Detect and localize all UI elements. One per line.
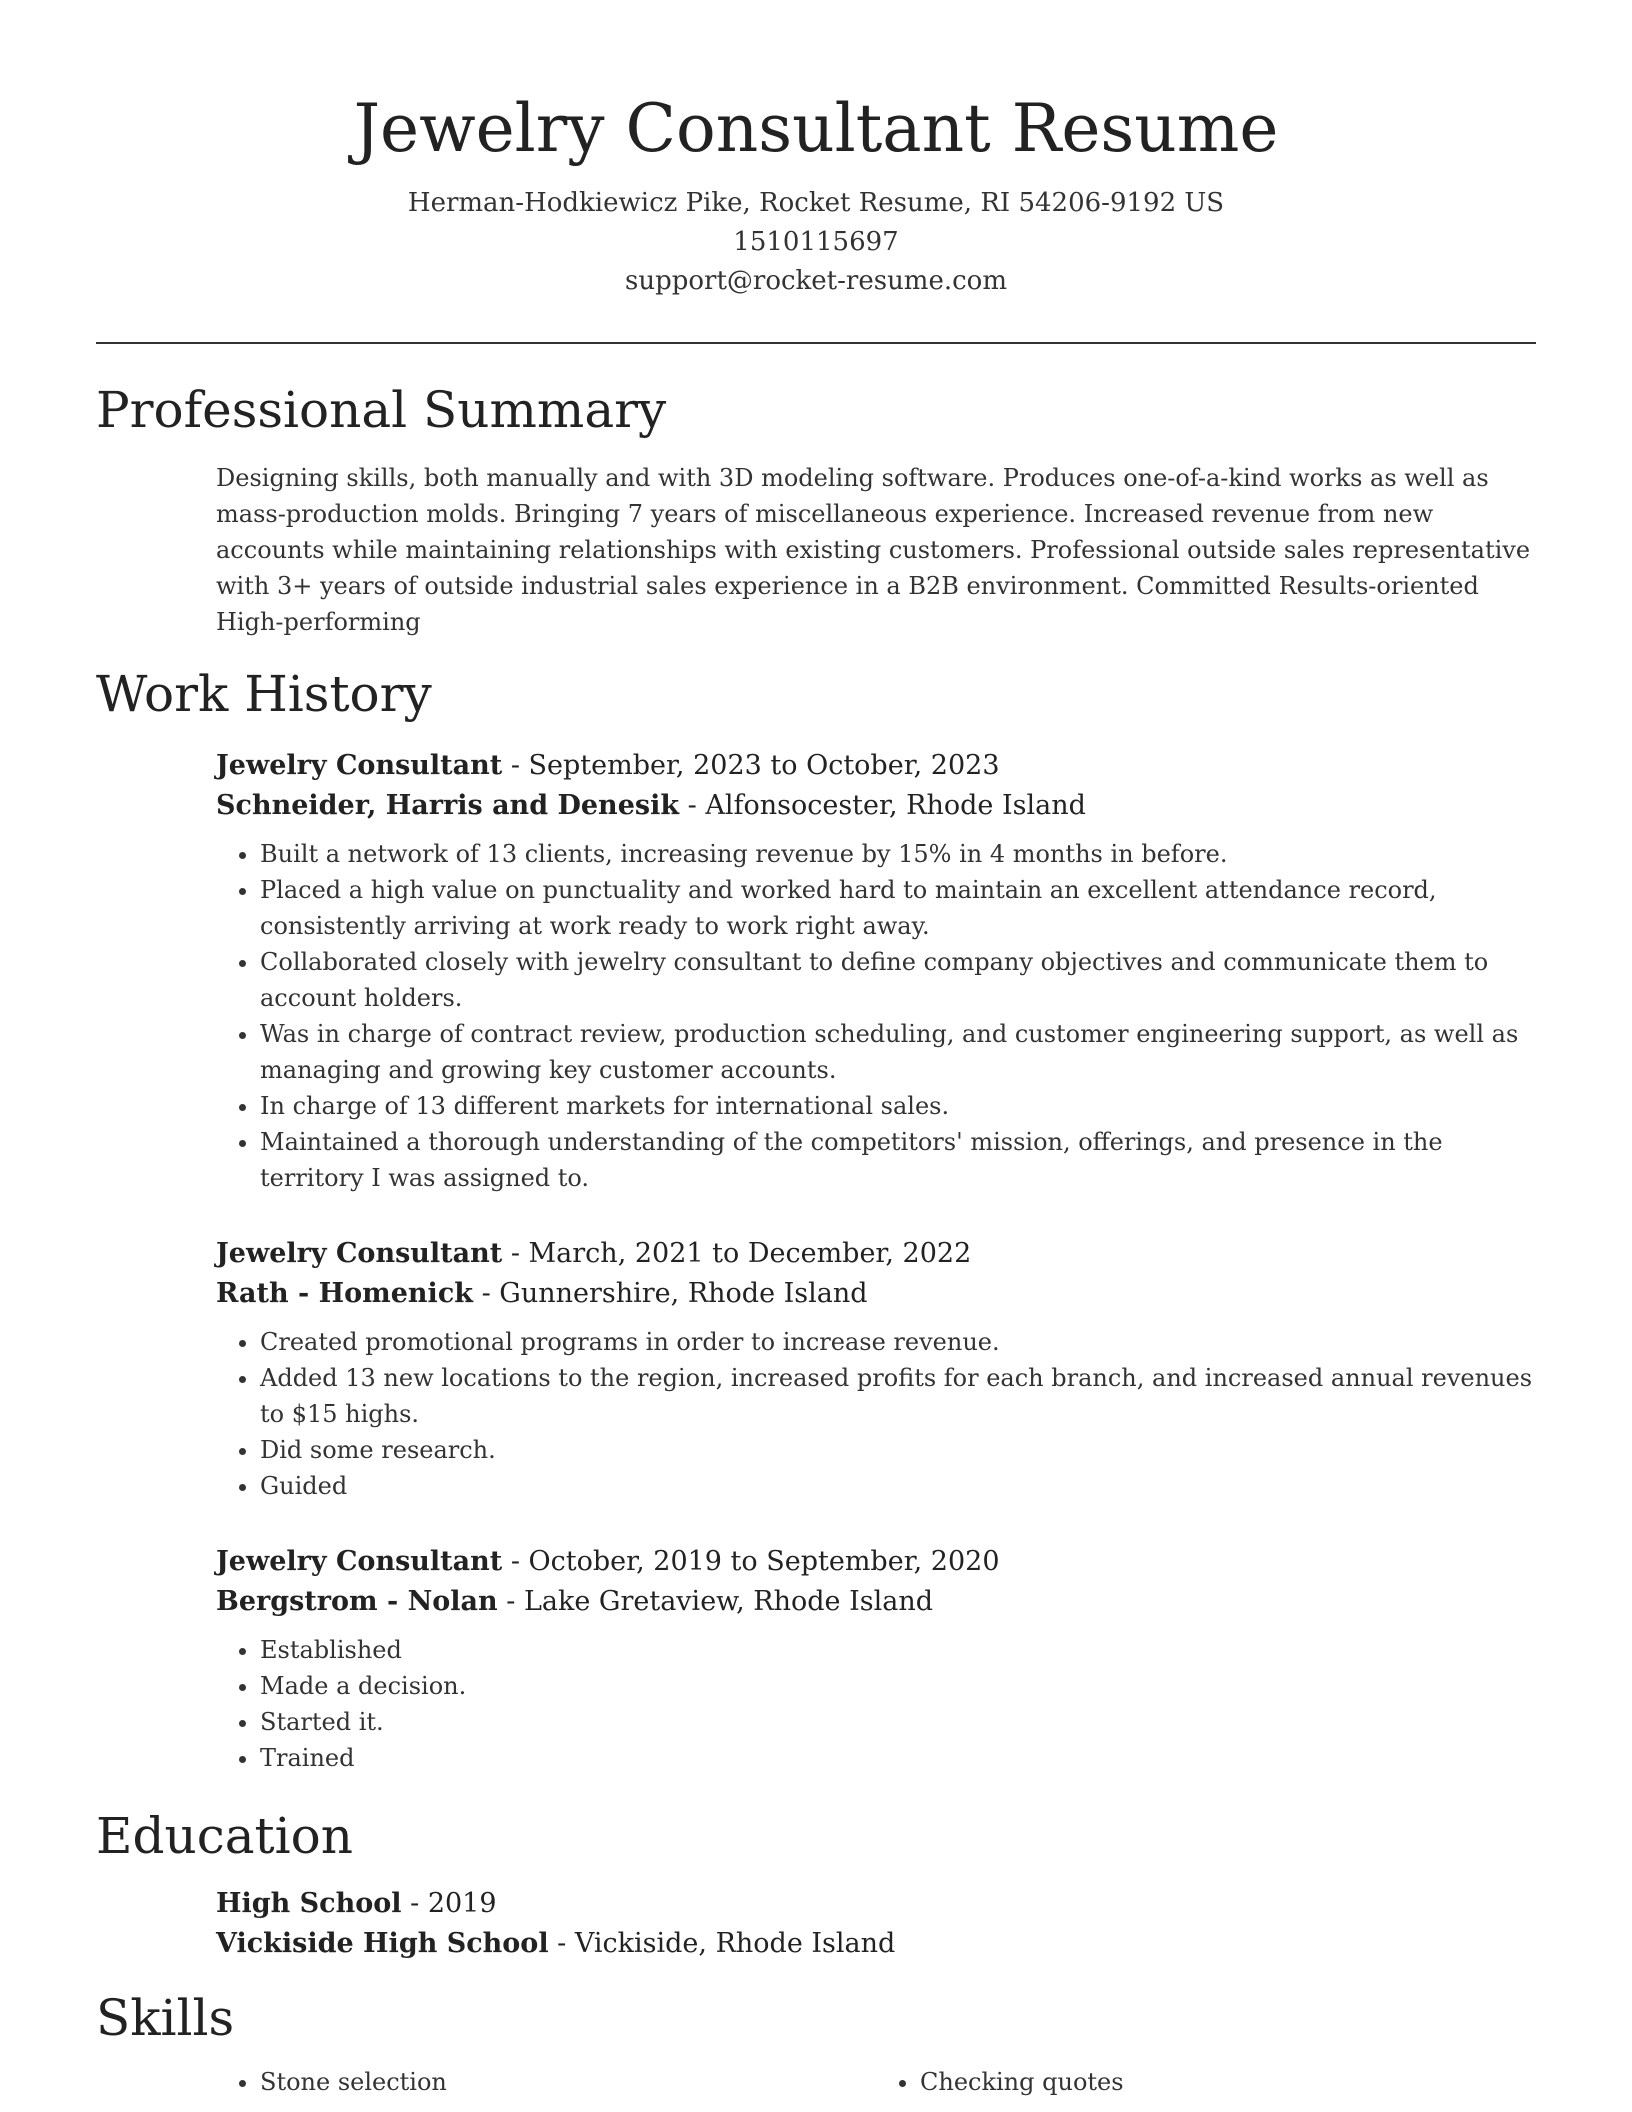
- skill-item: • Checking quotes: [920, 2064, 1536, 2100]
- job-title-line: [216, 1234, 1536, 1274]
- job-bullet-list: [216, 1324, 1536, 1504]
- summary-heading: Professional Summary: [96, 381, 667, 439]
- list-item: • Maintained a thorough understanding of the competitors' mission, offerings, and presence in the territory I was assigned to.: [260, 1124, 1536, 1196]
- job-title: Jewelry Consultant: [216, 750, 503, 781]
- list-item: • Did some research.: [260, 1432, 1536, 1468]
- work-history-heading: Work History: [96, 665, 432, 723]
- list-item: • Added 13 new locations to the region, increased profits for each branch, and increased annual revenues to $15 highs.: [260, 1360, 1536, 1432]
- job-dates: - March, 2021 to December, 2022: [510, 1238, 972, 1269]
- education-year: - 2019: [410, 1888, 497, 1919]
- skills-heading: Skills: [96, 1989, 235, 2047]
- job-title-line: [216, 1542, 1536, 1582]
- education-heading: Education: [96, 1807, 353, 1865]
- job-bullet-list: [216, 836, 1536, 1196]
- list-item: • Built a network of 13 clients, increasing revenue by 15% in 4 months in before.: [260, 836, 1536, 872]
- contact-phone: 1510115697: [733, 227, 899, 257]
- job-company-line: [216, 1274, 1536, 1314]
- list-item: • Guided: [260, 1468, 1536, 1504]
- job-entry: [216, 1542, 1536, 1776]
- list-item: • Placed a high value on punctuality and worked hard to maintain an excellent attendance record, consistently arriving at work ready to work right away.: [260, 872, 1536, 944]
- education-location: - Vickiside, Rhode Island: [557, 1928, 896, 1959]
- job-location: - Lake Gretaview, Rhode Island: [506, 1586, 933, 1617]
- skills-list-left: [216, 2064, 876, 2100]
- list-item: • Created promotional programs in order to increase revenue.: [260, 1324, 1536, 1360]
- list-item: • Collaborated closely with jewelry consultant to define company objectives and communicate them to account holders.: [260, 944, 1536, 1016]
- job-company: Schneider, Harris and Denesik: [216, 790, 680, 821]
- skills-section: [216, 2064, 1536, 2100]
- job-entry: [216, 746, 1536, 1196]
- job-title-line: [216, 746, 1536, 786]
- job-bullet-list: [216, 1632, 1536, 1776]
- resume-header: [96, 84, 1536, 301]
- job-location: - Gunnershire, Rhode Island: [481, 1278, 868, 1309]
- education-degree: High School: [216, 1888, 402, 1919]
- job-title: Jewelry Consultant: [216, 1238, 503, 1269]
- list-item: • Made a decision.: [260, 1668, 1536, 1704]
- list-item: • Trained: [260, 1740, 1536, 1776]
- list-item: • Was in charge of contract review, production scheduling, and customer engineering support, as well as managing and growing key customer accounts.: [260, 1016, 1536, 1088]
- skills-list-right: [876, 2064, 1536, 2100]
- job-entry: [216, 1234, 1536, 1504]
- list-item: • In charge of 13 different markets for international sales.: [260, 1088, 1536, 1124]
- job-dates: - September, 2023 to October, 2023: [510, 750, 1000, 781]
- education-school-line: [216, 1924, 1536, 1964]
- list-item: • Started it.: [260, 1704, 1536, 1740]
- skill-item: • Stone selection: [260, 2064, 876, 2100]
- list-item: • Established: [260, 1632, 1536, 1668]
- summary-text: Designing skills, both manually and with 3D modeling software. Produces one-of-a-kind works as well as mass-production molds. Bringing 7 years of miscellaneous experience. Increased revenue from new accounts while maintaining relationships with existing customers. Professional outside sales representative with 3+ years of outside industrial sales experience in a B2B environment. Committed Results-oriented High-performing: [216, 464, 1531, 636]
- contact-email: support@rocket-resume.com: [624, 266, 1007, 296]
- education-degree-line: [216, 1884, 1536, 1924]
- header-divider: [96, 342, 1536, 344]
- job-title: Jewelry Consultant: [216, 1546, 503, 1577]
- contact-address: Herman-Hodkiewicz Pike, Rocket Resume, RI 54206-9192 US: [407, 188, 1225, 218]
- education-school: Vickiside High School: [216, 1928, 549, 1959]
- resume-title: Jewelry Consultant Resume: [353, 90, 1279, 167]
- job-company: Rath - Homenick: [216, 1278, 473, 1309]
- education-entry: [216, 1884, 1536, 1964]
- summary-section: [216, 460, 1536, 640]
- job-location: - Alfonsocester, Rhode Island: [687, 790, 1086, 821]
- job-company-line: [216, 786, 1536, 826]
- job-company: Bergstrom - Nolan: [216, 1586, 498, 1617]
- job-dates: - October, 2019 to September, 2020: [510, 1546, 1000, 1577]
- job-company-line: [216, 1582, 1536, 1622]
